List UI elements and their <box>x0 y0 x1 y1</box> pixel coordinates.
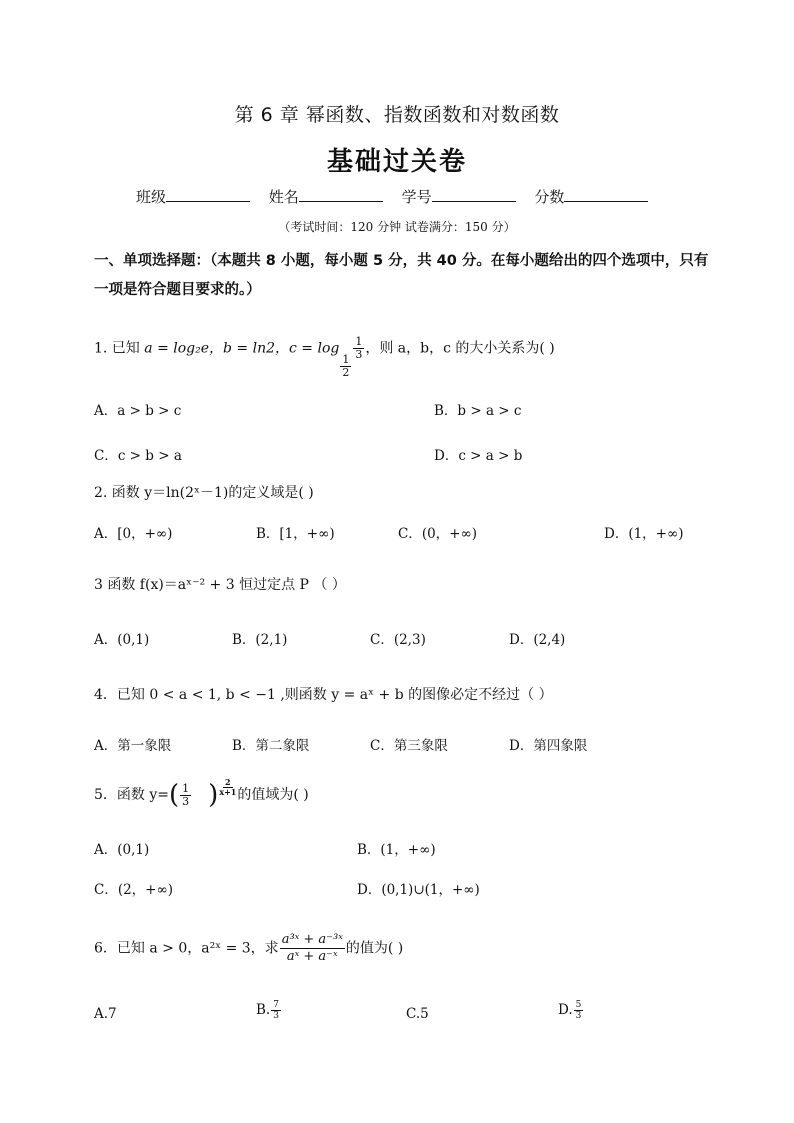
question-6-stem <box>94 932 403 965</box>
q5-exponent-den: x+1 <box>219 787 237 797</box>
q5-prefix: 5．函数 y= <box>94 787 169 803</box>
student-id-blank[interactable] <box>432 187 516 202</box>
q6-expression-den: aˣ + a⁻ˣ <box>286 949 338 964</box>
q6-option-c[interactable]: C.5 <box>406 1006 429 1022</box>
q3-option-c[interactable]: C．(2,3) <box>370 632 426 648</box>
q5-exponent <box>219 778 236 797</box>
q5-tail: 的值域为( ) <box>237 787 309 803</box>
q4-option-a[interactable]: A．第一象限 <box>94 738 172 754</box>
q6-option-a[interactable]: A.7 <box>94 1006 117 1022</box>
q6-expression-num: a³ˣ + a⁻³ˣ <box>281 932 343 947</box>
q1-math: a = log₂e，b = ln2，c = log <box>144 340 340 357</box>
q5-base-num: 1 <box>182 781 190 795</box>
q1-log-base-den: 2 <box>342 365 350 379</box>
q2-option-b[interactable]: B．[1，+∞) <box>256 526 335 542</box>
name-label: 姓名 <box>268 188 299 206</box>
page-title: 第 6 章 幂函数、指数函数和对数函数 <box>234 104 560 126</box>
q4-option-c[interactable]: C．第三象限 <box>370 738 448 754</box>
student-id-label: 学号 <box>401 188 432 206</box>
q2-option-d[interactable]: D．(1，+∞) <box>604 526 684 542</box>
q5-paren-close: ) <box>208 780 219 810</box>
q6-option-b-num: 7 <box>273 1000 279 1010</box>
q6-expression <box>280 932 345 965</box>
score-blank[interactable] <box>564 187 648 202</box>
q1-log-base <box>340 354 351 379</box>
question-3-stem: 3 函数 f(x)＝aˣ⁻² + 3 恒过定点 P （ ） <box>94 577 346 593</box>
q2-option-c[interactable]: C．(0，+∞) <box>398 526 478 542</box>
q1-prefix: 1. 已知 <box>94 340 140 357</box>
question-2-stem: 2. 函数 y＝ln(2ˣ－1)的定义域是( ) <box>94 485 314 501</box>
question-5-stem <box>94 778 309 810</box>
q1-option-a[interactable]: A．a > b > c <box>94 403 182 419</box>
q1-log-arg <box>353 336 364 361</box>
q3-option-a[interactable]: A．(0,1) <box>94 632 150 648</box>
q1-option-c[interactable]: C．c > b > a <box>94 448 182 464</box>
q2-option-a[interactable]: A．[0，+∞) <box>94 526 173 542</box>
q3-option-b[interactable]: B．(2,1) <box>232 632 288 648</box>
q1-tail: ，则 a，b，c 的大小关系为( ) <box>365 340 555 357</box>
name-blank[interactable] <box>299 187 383 202</box>
page-subtitle: 基础过关卷 <box>326 147 467 177</box>
q5-paren-open: ( <box>169 780 180 810</box>
q5-base <box>180 783 191 808</box>
q5-base-den: 3 <box>182 794 190 808</box>
q1-log-arg-den: 3 <box>355 348 363 361</box>
q5-option-b[interactable]: B．(1，+∞) <box>357 842 436 858</box>
class-blank[interactable] <box>166 187 250 202</box>
q4-option-b[interactable]: B．第二象限 <box>232 738 310 754</box>
q6-option-d-frac <box>574 1000 584 1021</box>
q5-exponent-num: 2 <box>225 777 231 787</box>
question-4-stem: 4．已知 0 < a < 1, b < −1 ,则函数 y = aˣ + b 的图像必定不经过（ ） <box>94 687 553 703</box>
q6-prefix: 6．已知 a > 0，a²ˣ = 3，求 <box>94 940 279 957</box>
student-info-fields <box>136 186 662 207</box>
q6-option-d-label: D. <box>558 1002 573 1018</box>
q5-option-c[interactable]: C．(2，+∞) <box>94 882 174 898</box>
q6-option-d-num: 5 <box>575 1000 582 1010</box>
q1-option-b[interactable]: B．b > a > c <box>434 403 522 419</box>
q6-option-d-den: 3 <box>575 1011 582 1021</box>
section-heading: 一、单项选择题：（本题共 8 小题，每小题 5 分，共 40 分。在每小题给出的四个选项中，只有一项是符合题目要求的。） <box>94 253 709 298</box>
q1-option-d[interactable]: D．c > a > b <box>434 448 523 464</box>
question-1-stem <box>94 336 555 379</box>
q3-option-d[interactable]: D．(2,4) <box>509 632 566 648</box>
q6-option-b-frac <box>271 1000 281 1021</box>
class-label: 班级 <box>136 188 167 206</box>
q6-option-b[interactable] <box>256 1000 282 1021</box>
q6-option-b-den: 3 <box>273 1011 279 1021</box>
exam-info: （考试时间：120 分钟 试卷满分：150 分） <box>278 220 516 234</box>
score-label: 分数 <box>534 188 565 206</box>
q4-option-d[interactable]: D．第四象限 <box>509 738 588 754</box>
q5-option-a[interactable]: A．(0,1) <box>94 842 150 858</box>
q6-option-b-label: B. <box>256 1002 271 1018</box>
q5-option-d[interactable]: D．(0,1)∪(1，+∞) <box>357 882 480 898</box>
q6-option-d[interactable] <box>558 1000 584 1021</box>
q6-tail: 的值为( ) <box>345 940 404 957</box>
q1-log-arg-num: 1 <box>355 335 363 348</box>
q1-log-base-num: 1 <box>342 352 350 366</box>
